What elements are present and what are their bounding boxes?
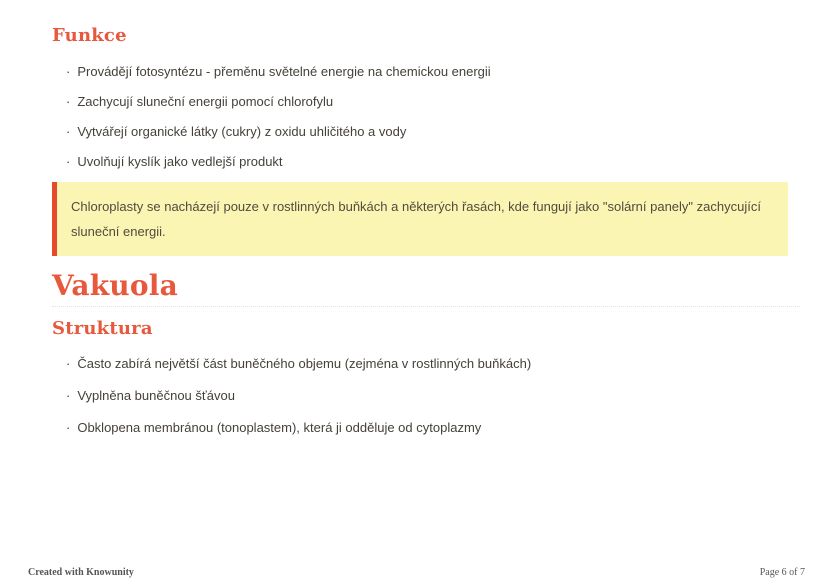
title-divider-block xyxy=(52,270,800,307)
page-title-vakuola: Vakuola xyxy=(52,269,178,302)
funkce-bullet-list xyxy=(52,56,788,176)
document-content xyxy=(52,0,788,443)
list-item: · Obklopena membránou (tonoplastem), která ji odděluje od cytoplazmy xyxy=(66,411,788,443)
struktura-bullet-list xyxy=(52,347,788,443)
footer-page-number: Page 6 of 7 xyxy=(759,567,805,578)
list-item: · Vytvářejí organické látky (cukry) z oxidu uhličitého a vody xyxy=(66,116,788,146)
callout-box xyxy=(52,182,788,256)
list-item: · Zachycují sluneční energii pomocí chlorofylu xyxy=(66,86,788,116)
callout-text: Chloroplasty se nacházejí pouze v rostlinných buňkách a některých řasách, kde fungují jako "solární panely" zachycující sluneční energii. xyxy=(71,199,761,239)
footer-created-with: Created with Knowunity xyxy=(28,567,134,578)
list-item: · Často zabírá největší část buněčného objemu (zejména v rostlinných buňkách) xyxy=(66,347,788,379)
section-heading-funkce: Funkce xyxy=(52,25,127,46)
section-heading-struktura: Struktura xyxy=(52,318,153,339)
list-item: · Uvolňují kyslík jako vedlejší produkt xyxy=(66,146,788,176)
list-item: · Provádějí fotosyntézu - přeměnu světelné energie na chemickou energii xyxy=(66,56,788,86)
list-item: · Vyplněna buněčnou šťávou xyxy=(66,379,788,411)
